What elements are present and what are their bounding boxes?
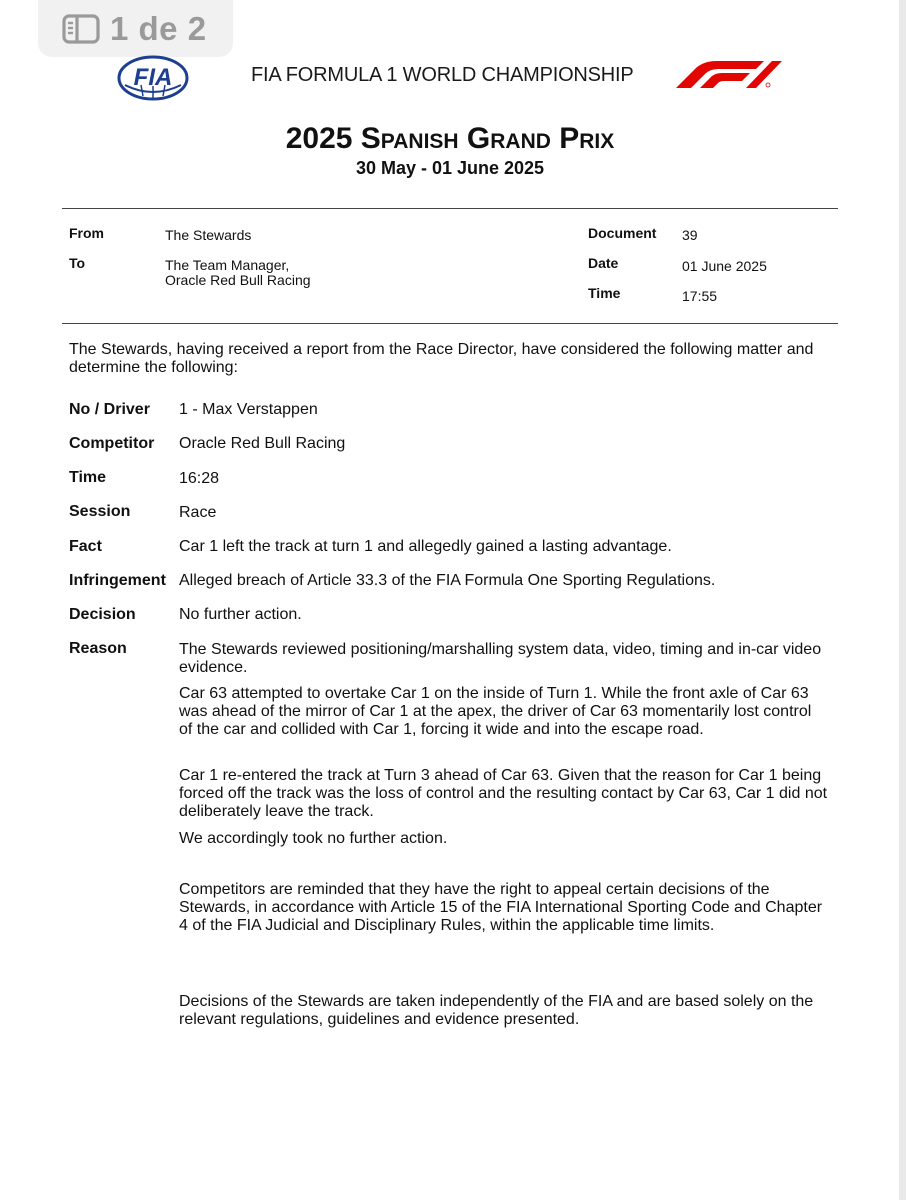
date-value: 01 June 2025: [682, 258, 767, 274]
page-indicator-text: 1 de 2: [110, 9, 207, 47]
time-label: Time: [588, 285, 621, 301]
field-label-driver: No / Driver: [69, 401, 150, 418]
divider-top: [62, 208, 838, 209]
fia-logo: [115, 55, 191, 101]
time-value: 17:55: [682, 288, 718, 304]
field-value-competitor: Oracle Red Bull Racing: [179, 435, 346, 452]
sidebar-icon: [62, 14, 100, 44]
field-value-decision: No further action.: [179, 606, 302, 623]
page-indicator-badge[interactable]: [38, 0, 233, 57]
from-value: The Stewards: [165, 227, 252, 243]
to-label: To: [69, 255, 86, 271]
field-label-session: Session: [69, 503, 131, 520]
divider-bottom: [62, 323, 838, 324]
document-label: Document: [588, 225, 657, 241]
field-value-fact: Car 1 left the track at turn 1 and allegedly gained a lasting advantage.: [179, 538, 672, 555]
field-label-fact: Fact: [69, 538, 102, 555]
reason-paragraph-1: The Stewards reviewed positioning/marshalling system data, video, timing and in-car video evidence.: [179, 641, 822, 676]
field-value-driver: 1 - Max Verstappen: [179, 401, 318, 418]
reason-paragraph-3: Car 1 re-entered the track at Turn 3 ahead of Car 63. Given that the reason for Car 1 being forced off the track was the loss of control and the resulting contact by Car 63, Car 1 did not deliberately leave the track.: [179, 767, 828, 820]
field-value-time: 16:28: [179, 470, 220, 487]
viewer-edge: [899, 0, 906, 1200]
field-label-time: Time: [69, 469, 107, 486]
field-label-decision: Decision: [69, 606, 136, 623]
field-value-session: Race: [179, 504, 217, 521]
grand-prix-name: Spanish Grand Prix: [360, 122, 615, 155]
independence-notice: Decisions of the Stewards are taken independently of the FIA and are based solely on the relevant regulations, guidelines and evidence presented.: [179, 993, 814, 1028]
intro-text: The Stewards, having received a report from the Race Director, have considered the following matter and determine the following:: [69, 341, 814, 376]
date-label: Date: [588, 255, 619, 271]
appeal-notice: Competitors are reminded that they have the right to appeal certain decisions of the Stewards, in accordance with Article 15 of the FIA International Sporting Code and Chapter 4 of the FIA Judicial and Disciplinary Rules, within the applicable time limits.: [179, 881, 823, 934]
field-label-reason: Reason: [69, 640, 127, 657]
f1-logo: [672, 60, 784, 90]
field-label-competitor: Competitor: [69, 435, 155, 452]
grand-prix-title: [0, 122, 900, 156]
to-value-line1: The Team Manager,: [165, 257, 290, 273]
championship-title: FIA FORMULA 1 WORLD CHAMPIONSHIP: [251, 64, 634, 86]
fia-logo-text: FIA: [133, 64, 173, 91]
grand-prix-year: 2025: [285, 122, 353, 155]
reason-paragraph-2: Car 63 attempted to overtake Car 1 on the inside of Turn 1. While the front axle of Car 63 was ahead of the mirror of Car 1 at the apex, the driver of Car 63 momentarily lost control of the car and collided with Car 1, forcing it wide and into the escape road.: [179, 685, 812, 738]
to-value-line2: Oracle Red Bull Racing: [165, 272, 311, 288]
reason-paragraph-4: We accordingly took no further action.: [179, 830, 448, 847]
grand-prix-dates: 30 May - 01 June 2025: [355, 158, 545, 178]
field-label-infringement: Infringement: [69, 572, 166, 589]
document-value: 39: [682, 227, 698, 243]
from-label: From: [69, 225, 104, 241]
field-value-infringement: Alleged breach of Article 33.3 of the FIA Formula One Sporting Regulations.: [179, 572, 716, 589]
